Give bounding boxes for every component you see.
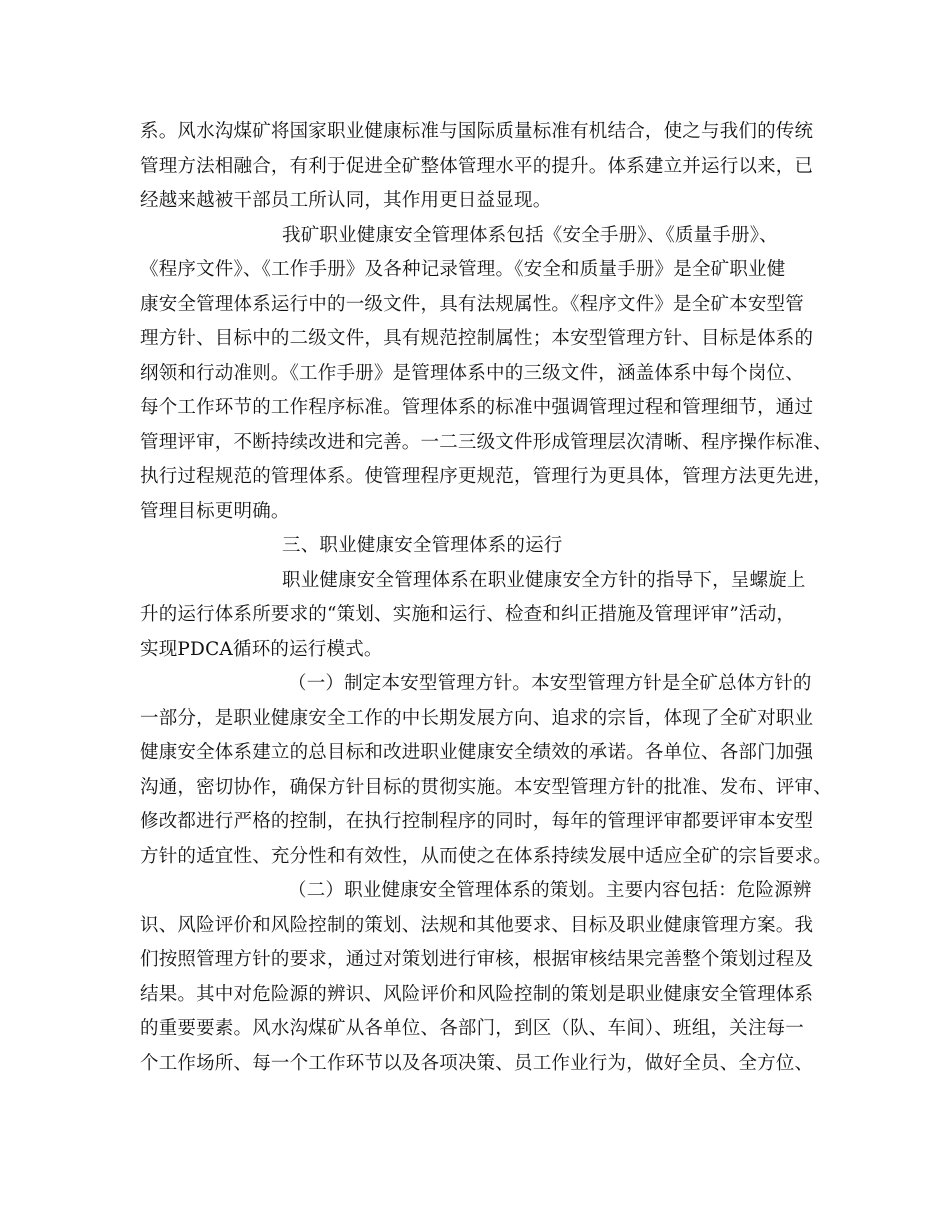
paragraph-line: 识、风险评价和风险控制的策划、法规和其他要求、目标及职业健康管理方案。我 — [140, 915, 814, 936]
paragraph-line: 康安全管理体系运行中的一级文件，具有法规属性。《程序文件》是全矿本安型管 — [140, 294, 804, 315]
paragraph-line: 的重要要素。风水沟煤矿从各单位、各部门，到区（队、车间）、班组，关注每一 — [140, 1018, 804, 1039]
paragraph-line: 我矿职业健康安全管理体系包括《安全手册》、《质量手册》、 — [282, 225, 778, 246]
paragraph-line: 执行过程规范的管理体系。使管理程序更规范，管理行为更具体，管理方法更先进， — [140, 466, 832, 487]
paragraph-line: 结果。其中对危险源的辨识、风险评价和风险控制的策划是职业健康安全管理体系 — [140, 984, 814, 1005]
paragraph-line: 们按照管理方针的要求，通过对策划进行审核，根据审核结果完善整个策划过程及 — [140, 949, 814, 970]
paragraph-line: 每个工作环节的工作程序标准。管理体系的标准中强调管理过程和管理细节，通过 — [140, 397, 814, 418]
paragraph-line: 实现PDCA循环的运行模式。 — [140, 639, 383, 660]
paragraph-line: （二）职业健康安全管理体系的策划。主要内容包括：危险源辨 — [288, 880, 812, 901]
paragraph-line: 管理目标更明确。 — [140, 501, 290, 522]
paragraph-line: 经越来越被干部员工所认同，其作用更日益显现。 — [140, 190, 552, 211]
paragraph-line: 《程序文件》、《工作手册》及各种记录管理。《安全和质量手册》是全矿职业健 — [140, 259, 786, 280]
paragraph-line: 纲领和行动准则。《工作手册》是管理体系中的三级文件，涵盖体系中每个岗位、 — [140, 363, 804, 384]
paragraph-line: 健康安全体系建立的总目标和改进职业健康安全绩效的承诺。各单位、各部门加强 — [140, 742, 814, 763]
paragraph-line: 管理评审，不断持续改进和完善。一二三级文件形成管理层次清晰、程序操作标准、 — [140, 432, 832, 453]
paragraph-line: （一）制定本安型管理方针。本安型管理方针是全矿总体方针的 — [288, 673, 812, 694]
paragraph-line: 方针的适宜性、充分性和有效性，从而使之在体系持续发展中适应全矿的宗旨要求。 — [140, 846, 832, 867]
paragraph-line: 一部分，是职业健康安全工作的中长期发展方向、追求的宗旨，体现了全矿对职业 — [140, 708, 814, 729]
paragraph-line: 沟通，密切协作，确保方针目标的贯彻实施。本安型管理方针的批准、发布、评审、 — [140, 777, 832, 798]
paragraph-line: 管理方法相融合，有利于促进全矿整体管理水平的提升。体系建立并运行以来，已 — [140, 156, 814, 177]
paragraph-line: 理方针、目标中的二级文件，具有规范控制属性；本安型管理方针、目标是体系的 — [140, 328, 814, 349]
paragraph-line: 修改都进行严格的控制，在执行控制程序的同时，每年的管理评审都要评审本安型 — [140, 811, 814, 832]
paragraph-line: 个工作场所、每一个工作环节以及各项决策、员工作业行为，做好全员、全方位、 — [140, 1053, 814, 1074]
paragraph-line: 职业健康安全管理体系在职业健康安全方针的指导下，呈螺旋上 — [282, 570, 806, 591]
section-heading: 三、职业健康安全管理体系的运行 — [282, 535, 563, 556]
paragraph-line: 系。风水沟煤矿将国家职业健康标准与国际质量标准有机结合，使之与我们的传统 — [140, 121, 814, 142]
paragraph-line: 升的运行体系所要求的“策划、实施和运行、检查和纠正措施及管理评审”活动， — [140, 604, 796, 625]
